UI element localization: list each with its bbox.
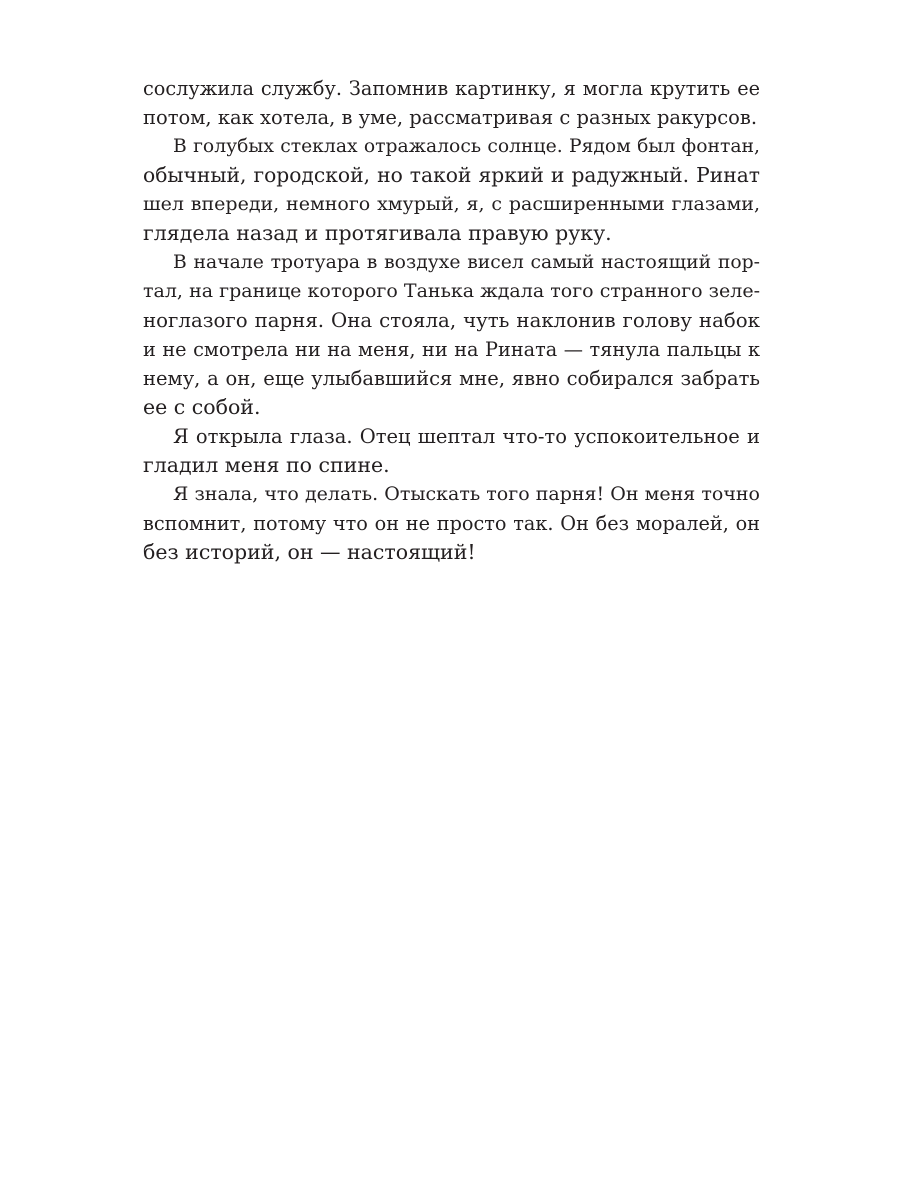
text-line: шел впереди, немного хмурый, я, с расширенными глазами,	[143, 193, 760, 215]
text-line: тал, на границе которого Танька ждала того странного зеле-	[143, 280, 760, 302]
text-line: и не смотрела ни на меня, ни на Рината — тянула пальцы к	[143, 338, 760, 361]
paragraph-3	[143, 248, 760, 422]
paragraph-2	[143, 132, 760, 248]
text-line: потом, как хотела, в уме, рассматривая с разных ракурсов.	[143, 106, 758, 129]
text-line: гладил меня по спине.	[143, 453, 390, 477]
text-line: Я знала, что делать. Отыскать того парня! Он меня точно	[173, 483, 760, 505]
text-line: глядела назад и протягивала правую руку.	[143, 221, 612, 245]
text-line: ее с собой.	[143, 395, 261, 419]
text-line: обычный, городской, но такой яркий и радужный. Ринат	[143, 163, 760, 187]
text-line: В голубых стеклах отражалось солнце. Рядом был фонтан,	[173, 136, 760, 157]
text-line: сослужила службу. Запомнив картинку, я могла крутить ее	[143, 77, 760, 100]
text-line: ноглазого парня. Она стояла, чуть наклонив голову набок	[143, 309, 760, 332]
text-line: Я открыла глаза. Отец шептал что-то успокоительное и	[173, 425, 760, 448]
text-line: вспомнит, потому что он не просто так. Он без моралей, он	[143, 512, 760, 535]
text-line: без историй, он — настоящий!	[143, 540, 476, 564]
text-line: нему, а он, еще улыбавшийся мне, явно собирался забрать	[143, 367, 760, 390]
paragraph-5	[143, 480, 760, 567]
paragraph-1	[143, 74, 760, 132]
body-text	[143, 74, 760, 567]
paragraph-4	[143, 422, 760, 480]
text-line: В начале тротуара в воздухе висел самый настоящий пор-	[173, 252, 760, 273]
